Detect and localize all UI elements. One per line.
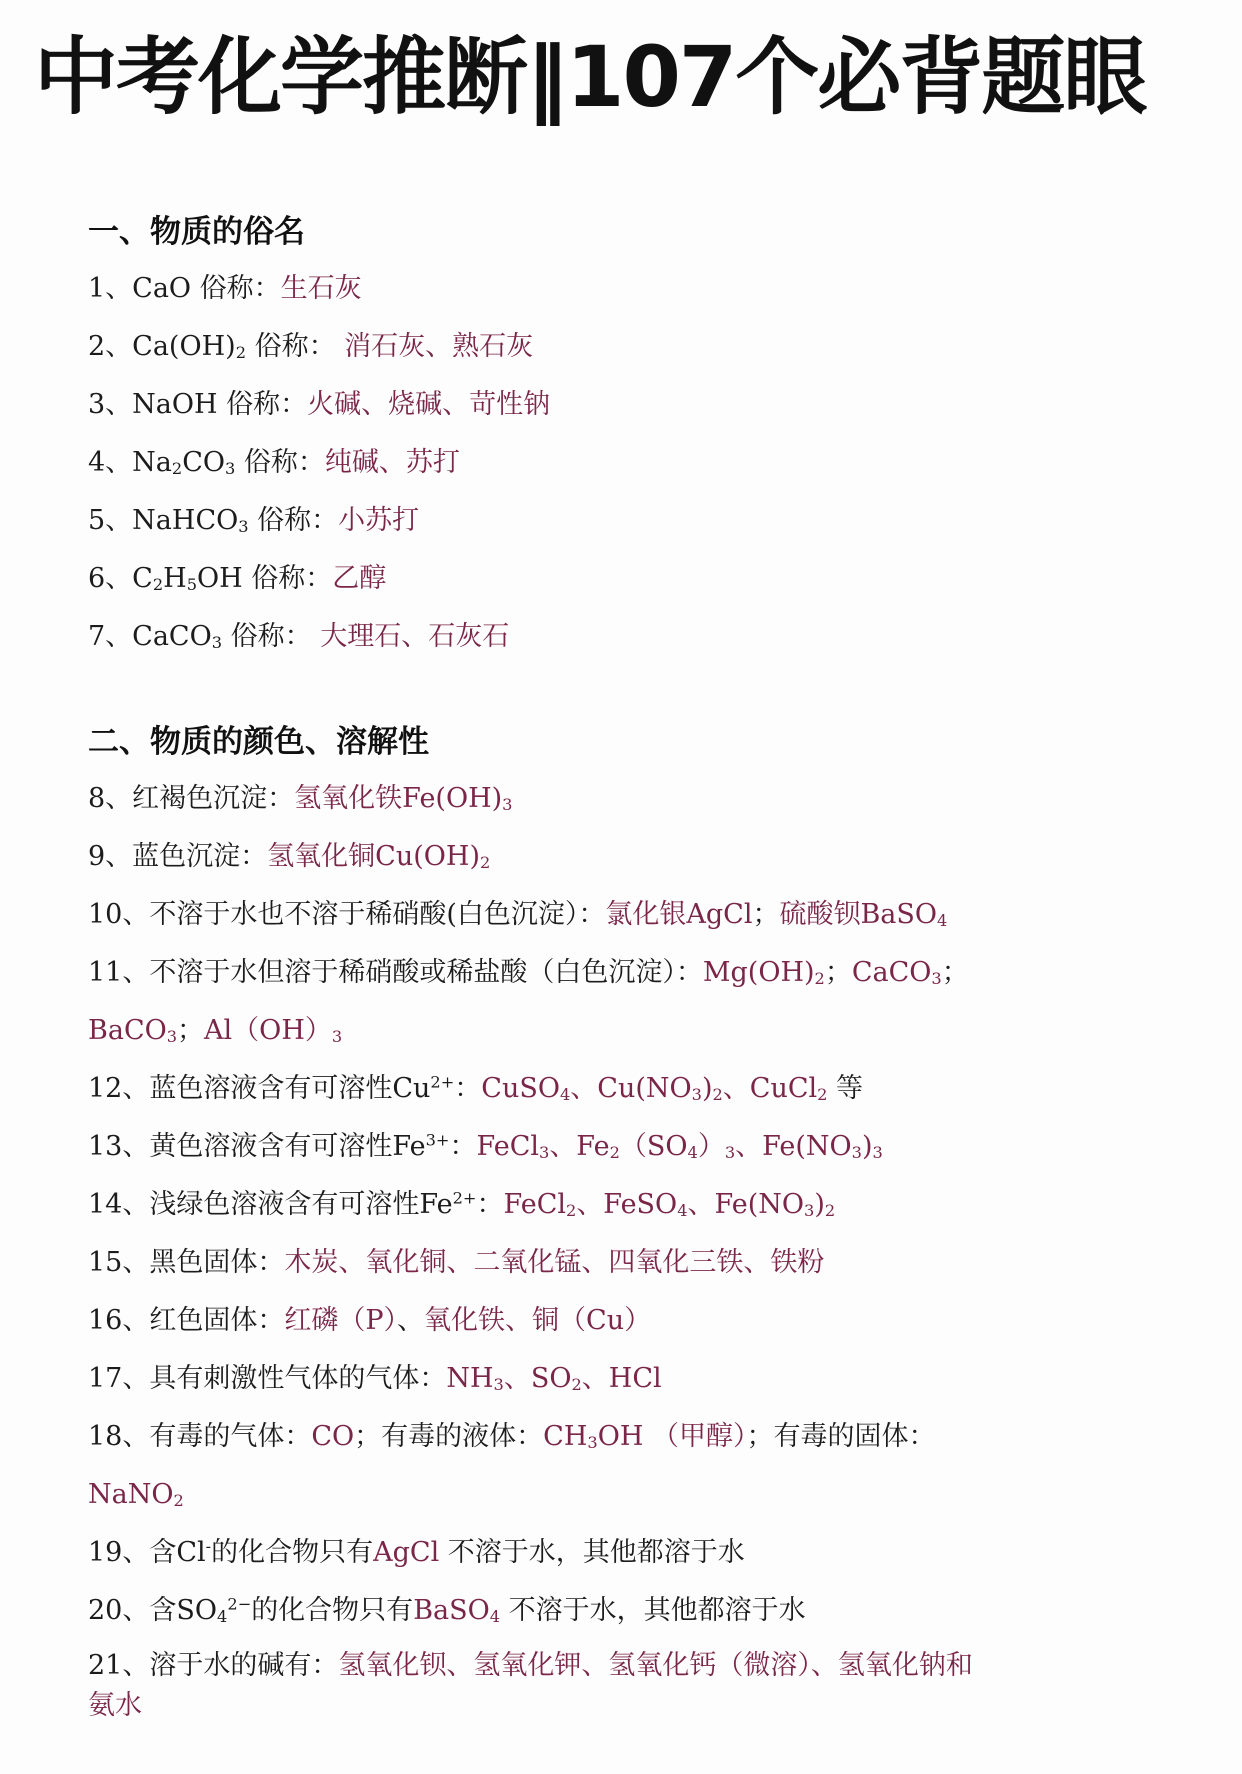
list-item [88,1350,1212,1408]
highlight-text: 2 [173,1491,184,1511]
highlight-text: （SO [619,1131,688,1162]
list-item [88,1234,1212,1292]
highlight-text: 氯化银AgCl [605,899,753,930]
highlight-text: 3 [539,1143,550,1163]
item-text: 俗称： [235,447,325,478]
list-item [88,1060,1212,1118]
item-text: 俗称： [222,621,321,652]
highlight-text: 2 [566,1201,577,1221]
item-text: 的化合物只有 [251,1595,414,1626]
list-item [88,550,1212,608]
item-text: OH 俗称： [197,563,333,594]
highlight-text: 2 [824,1201,836,1221]
highlight-text: 4 [937,911,948,931]
item-text: 2、Ca(OH) [88,331,236,362]
highlight-text: Mg(OH) [702,957,815,988]
highlight-text: 4 [559,1085,571,1105]
list-item [88,1466,1212,1524]
item-text: ； [177,1015,205,1046]
highlight-text: 小苏打 [338,505,420,536]
item-text: 俗称： [248,505,339,536]
highlight-text: 大理石、石灰石 [320,621,510,652]
item-text: 4 [217,1607,228,1627]
item-text: 3 [238,517,249,537]
item-text: 2+ [430,1072,455,1092]
item-text: 不溶于水，其他都溶于水 [439,1537,745,1568]
item-text: ； [752,899,780,930]
item-text: 18、有毒的气体： [88,1421,312,1452]
page-title: 中考化学推断‖107个必背题眼 [34,28,1146,126]
highlight-text: 、Fe [549,1131,610,1162]
highlight-text: 2 [571,1375,582,1395]
list-item [88,1118,1212,1176]
item-text: 12、蓝色溶液含有可溶性Cu [88,1073,431,1104]
highlight-text: 3 [872,1143,883,1163]
list-item [88,1524,1212,1582]
highlight-text: 消石灰、熟石灰 [344,331,534,362]
list-item [88,828,1212,886]
item-text: 1、CaO 俗称： [88,273,281,304]
highlight-text: NH [446,1363,494,1394]
highlight-text: 、Fe(NO [687,1189,805,1220]
highlight-text: 纯碱、苏打 [324,447,460,478]
content [88,204,1212,1726]
item-text: 16、红色固体： [88,1305,285,1336]
item-text: 3+ [425,1130,450,1150]
highlight-text: ） [697,1131,725,1162]
item-text: 2 [235,343,246,363]
item-text: 4、Na [88,447,172,478]
highlight-text: 3 [587,1433,598,1453]
item-text: 8、红褐色沉淀： [88,783,295,814]
highlight-text: ) [861,1131,873,1162]
highlight-text: BaCO [88,1015,167,1046]
list-item [88,770,1212,828]
highlight-text: 木炭、氧化铜、二氧化锰、四氧化三铁、铁粉 [284,1247,825,1278]
list-item [88,376,1212,434]
item-text: 14、浅绿色溶液含有可溶性Fe [88,1189,453,1220]
list-item [88,1002,1212,1060]
item-text: ； [941,957,969,988]
highlight-text: 3 [493,1375,504,1395]
list-item [88,1646,1212,1686]
highlight-text: FeCl [476,1131,539,1162]
item-text: - [205,1536,212,1556]
item-text: ；有毒的液体： [354,1421,544,1452]
highlight-text: 、Fe(NO [735,1131,852,1162]
highlight-text: OH （甲醇） [597,1421,747,1452]
highlight-text: ) [814,1189,825,1220]
item-text: 15、黑色固体： [88,1247,285,1278]
list-item [88,492,1212,550]
highlight-text: CH [543,1421,588,1452]
highlight-text: 火碱、烧碱、苛性钠 [307,389,551,420]
highlight-text: CO [311,1421,355,1452]
highlight-text: 、FeSO [576,1189,678,1220]
list-item [88,260,1212,318]
highlight-text: 氢氧化钡、氢氧化钾、氢氧化钙（微溶）、氢氧化钠和 [338,1650,973,1681]
item-text: 11、不溶于水但溶于稀硝酸或稀盐酸（白色沉淀）： [88,957,703,988]
item-text: ： [449,1131,477,1162]
item-text: CO [182,447,226,478]
item-text: ： [454,1073,482,1104]
highlight-text: 氢氧化铁Fe(OH) [294,783,503,814]
list-item [88,1686,1212,1726]
list-item [88,944,1212,1002]
highlight-text: 4 [687,1143,698,1163]
list-item [88,886,1212,944]
list-item [88,1176,1212,1234]
highlight-text: ) [701,1073,713,1104]
item-text: 17、具有刺激性气体的气体： [88,1363,447,1394]
highlight-text: CuSO [481,1073,560,1104]
item-text: 2− [227,1594,252,1614]
highlight-text: Al（OH） [204,1015,332,1046]
item-text: H [163,563,187,594]
highlight-text: 、CuCl [722,1073,818,1104]
highlight-text: 、HCl [581,1363,662,1394]
highlight-text: 2 [814,969,825,989]
highlight-text: BaSO [413,1595,490,1626]
item-text: 2 [152,575,164,595]
highlight-text: 、Cu(NO [570,1073,692,1104]
highlight-text: 2 [712,1085,723,1105]
list-item [88,1292,1212,1350]
highlight-text: 2 [479,853,491,873]
item-text: 、 [397,1305,425,1336]
highlight-text: 3 [331,1027,343,1047]
list-item [88,434,1212,492]
item-text: 3 [225,459,236,479]
item-text: 俗称： [246,331,345,362]
item-text: 等 [827,1073,864,1104]
highlight-text: 3 [804,1201,815,1221]
list-item [88,608,1212,666]
highlight-text: 2 [817,1085,828,1105]
highlight-text: 3 [691,1085,702,1105]
section-heading: 二、物质的颜色、溶解性 [88,724,429,760]
highlight-text: 3 [931,969,942,989]
highlight-text: 氧化铁、铜（Cu） [424,1305,652,1336]
item-text: 6、C [88,563,153,594]
highlight-text: 乙醇 [332,563,387,594]
item-text: 5、NaHCO [88,505,239,536]
item-text: 的化合物只有 [211,1537,374,1568]
list-item [88,318,1212,376]
highlight-text: 4 [489,1607,501,1627]
highlight-text: 3 [502,795,513,815]
highlight-text: 、SO [503,1363,572,1394]
highlight-text: 3 [166,1027,178,1047]
item-text: ； [824,957,852,988]
highlight-text: FeCl [503,1189,566,1220]
highlight-text: 2 [609,1143,620,1163]
item-text: 7、CaCO [88,621,212,652]
item-text: 3 [211,633,223,653]
highlight-text: 红磷（P） [284,1305,398,1336]
highlight-text: 生石灰 [280,273,362,304]
item-text: 3、NaOH 俗称： [88,389,308,420]
list-item [88,1408,1212,1466]
list-item [88,1582,1212,1640]
highlight-text: 硫酸钡BaSO [779,899,938,930]
item-text: 10、不溶于水也不溶于稀硝酸(白色沉淀）： [88,899,606,930]
item-text: 20、含SO [88,1595,217,1626]
highlight-text: CaCO [851,957,932,988]
highlight-text: NaNO [88,1479,174,1510]
highlight-text: 氨水 [88,1690,142,1721]
item-text: ： [476,1189,504,1220]
item-text: 21、溶于水的碱有： [88,1650,339,1681]
highlight-text: 3 [851,1143,862,1163]
highlight-text: 3 [724,1143,736,1163]
item-text: 19、含Cl [88,1537,206,1568]
item-text: 2+ [452,1188,477,1208]
highlight-text: 4 [677,1201,688,1221]
item-text: 5 [186,575,198,595]
item-text: 不溶于水，其他都溶于水 [500,1595,806,1626]
highlight-text: 氢氧化铜Cu(OH) [267,841,480,872]
item-text: 13、黄色溶液含有可溶性Fe [88,1131,426,1162]
section-heading: 一、物质的俗名 [88,214,305,250]
item-text: 2 [171,459,183,479]
item-text: ；有毒的固体： [746,1421,936,1452]
item-text: 9、蓝色沉淀： [88,841,268,872]
highlight-text: AgCl [373,1537,440,1568]
